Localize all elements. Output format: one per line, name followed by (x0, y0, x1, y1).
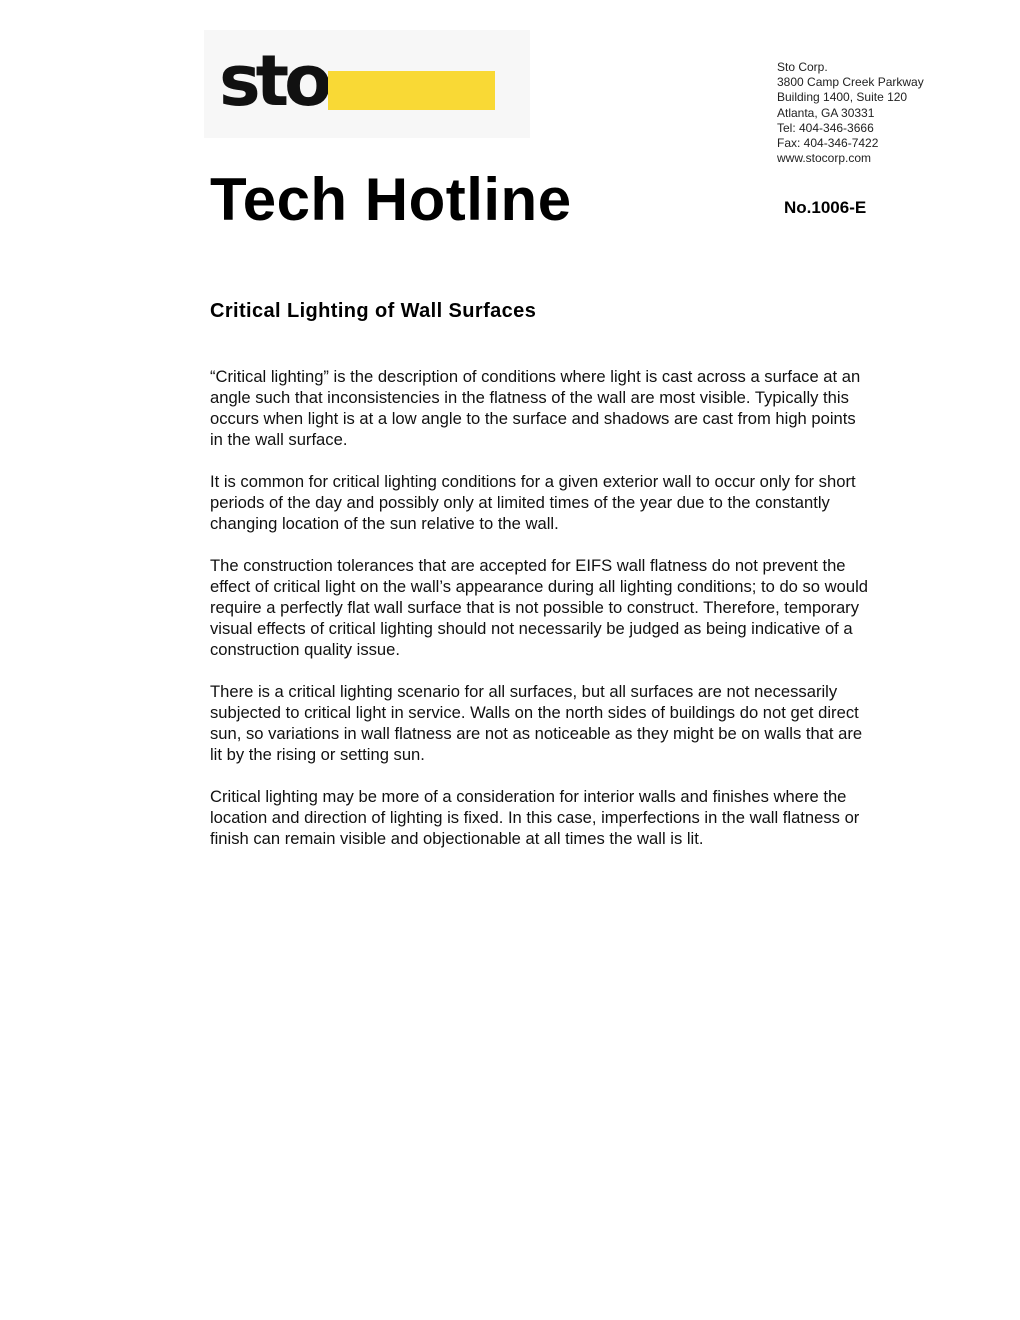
text-line: lit by the rising or setting sun. (210, 745, 425, 764)
text-line: periods of the day and possibly only at limited times of the year due to the constantly (210, 493, 830, 512)
text-line: Critical lighting may be more of a consideration for interior walls and finishes where the (210, 787, 847, 806)
paragraph (210, 786, 950, 849)
address-line: 3800 Camp Creek Parkway (777, 75, 924, 90)
body-text (210, 366, 950, 870)
text-line: visual effects of critical lighting should not necessarily be judged as being indicative of a (210, 619, 853, 638)
text-line: angle such that inconsistencies in the flatness of the wall are most visible. Typically this (210, 388, 849, 407)
text-line: require a perfectly flat wall surface that is not possible to construct. Therefore, temporary (210, 598, 859, 617)
logo-yellow-bar (328, 71, 495, 110)
text-line: subjected to critical light in service. Walls on the north sides of buildings do not get direct (210, 703, 859, 722)
page-title: Tech Hotline (210, 166, 572, 233)
text-line: There is a critical lighting scenario for all surfaces, but all surfaces are not necessarily (210, 682, 838, 701)
address-line: www.stocorp.com (777, 151, 872, 166)
address-line: Tel: 404-346-3666 (777, 120, 874, 135)
text-line: finish can remain visible and objectionable at all times the wall is lit. (210, 829, 704, 848)
paragraph (210, 366, 950, 450)
paragraph (210, 471, 950, 534)
sto-logo (204, 30, 530, 138)
address-line: Building 1400, Suite 120 (777, 90, 908, 105)
paragraph (210, 555, 950, 660)
text-line: The construction tolerances that are accepted for EIFS wall flatness do not prevent the (210, 556, 846, 575)
address-line: Sto Corp. (777, 60, 828, 74)
text-line: changing location of the sun relative to the wall. (210, 514, 559, 533)
text-line: sun, so variations in wall flatness are not as noticeable as they might be on walls that are (210, 724, 863, 743)
paragraph (210, 681, 950, 765)
text-line: construction quality issue. (210, 640, 401, 659)
logo-wordmark: sto (219, 40, 328, 122)
text-line: It is common for critical lighting conditions for a given exterior wall to occur only for short (210, 472, 856, 491)
text-line: location and direction of lighting is fixed. In this case, imperfections in the wall flatness or (210, 808, 860, 827)
subject-heading: Critical Lighting of Wall Surfaces (210, 300, 537, 322)
text-line: effect of critical light on the wall’s appearance during all lighting conditions; to do so would (210, 577, 869, 596)
company-address (777, 60, 977, 166)
address-line: Atlanta, GA 30331 (777, 105, 875, 120)
text-line: in the wall surface. (210, 430, 348, 449)
text-line: occurs when light is at a low angle to the surface and shadows are cast from high points (210, 409, 856, 428)
document-number: No.1006-E (784, 198, 867, 217)
text-line: “Critical lighting” is the description of conditions where light is cast across a surface at an (210, 367, 861, 386)
address-line: Fax: 404-346-7422 (777, 136, 879, 151)
